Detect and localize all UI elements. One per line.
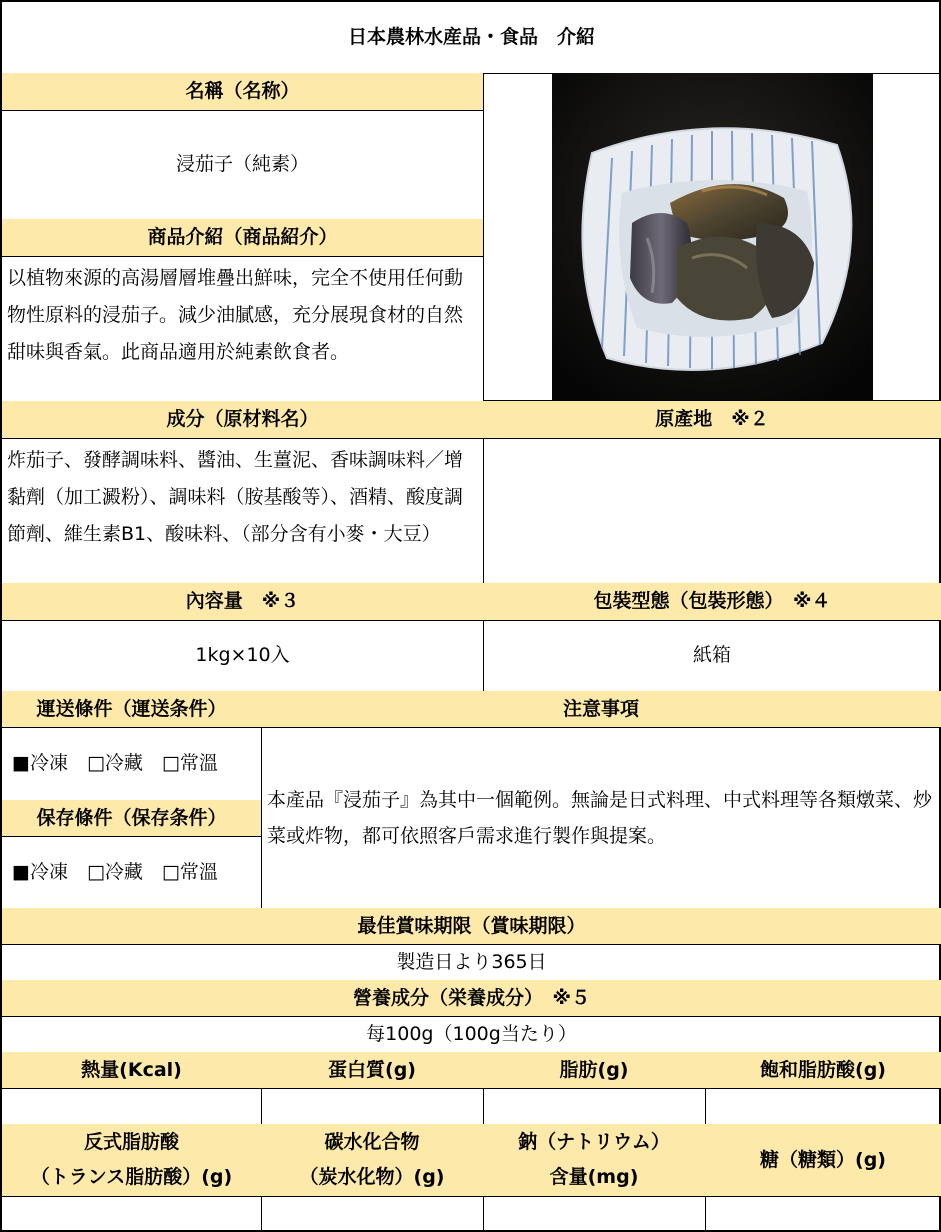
- nutrition-energy-value: [2, 1088, 262, 1125]
- nutrition-energy-header: 熱量(Kcal): [2, 1052, 262, 1089]
- nutrition-basis: 每100g（100g当たり）: [2, 1016, 941, 1053]
- carb-sublabel: （炭水化物）(g): [299, 1166, 445, 1188]
- nutrition-sugar-value: [705, 1196, 941, 1232]
- notes-text: 本產品『浸茄子』為其中一個範例。無論是日式料理、中式料理等各類燉菜、炒菜或炸物，都可依照客戶需求進行製作與提案。: [261, 727, 941, 909]
- ingredients-text: 炸茄子、發酵調味料、醬油、生薑泥、香味調味料／增黏劑（加工澱粉）、調味料（胺基酸等）、酒精、酸度調節劑、維生素B1、酸味料、（部分含有小麥・大豆）: [2, 438, 484, 584]
- trans-fat-sublabel: （トランス脂肪酸）(g): [30, 1166, 233, 1188]
- name-header: 名稱（名称）: [2, 73, 484, 111]
- content-value: 1kg×10入: [2, 620, 484, 692]
- carb-label: 碳水化合物: [324, 1131, 420, 1153]
- shipping-options: ■冷凍 □冷藏 □常溫: [2, 727, 262, 801]
- origin-header: 原產地 ※２: [483, 401, 941, 439]
- sheet-title: 日本農林水産品・食品 介紹: [2, 2, 941, 74]
- nutrition-carb-value: [261, 1196, 484, 1232]
- eggplant-dish-photo: [552, 73, 873, 400]
- trans-fat-label: 反式脂肪酸: [83, 1131, 179, 1153]
- nutrition-fat-value: [483, 1088, 706, 1125]
- shelf-life-value: 製造日より365日: [2, 944, 941, 981]
- nutrition-sodium-header: [483, 1124, 706, 1197]
- name-value: 浸茄子（純素）: [2, 110, 484, 220]
- intro-text: 以植物來源的高湯層層堆疊出鮮味，完全不使用任何動物性原料的浸茄子。減少油膩感，充分展現食材的自然甜味與香氣。此商品適用於純素飲食者。: [2, 256, 484, 402]
- nutrition-fat-header: 脂肪(g): [483, 1052, 706, 1089]
- nutrition-carb-header: [261, 1124, 484, 1197]
- shelf-life-header: 最佳賞味期限（賞味期限）: [2, 908, 941, 945]
- packaging-header: 包裝型態（包裝形態） ※４: [483, 583, 941, 621]
- packaging-value: 紙箱: [483, 620, 941, 692]
- intro-header: 商品介紹（商品紹介）: [2, 219, 484, 257]
- nutrition-saturated-fat-header: 飽和脂肪酸(g): [705, 1052, 941, 1089]
- nutrition-sodium-value: [483, 1196, 706, 1232]
- storage-options: ■冷凍 □冷藏 □常溫: [2, 836, 262, 909]
- origin-value: [483, 438, 941, 584]
- nutrition-trans-fat-header: [2, 1124, 262, 1197]
- shipping-header: 運送條件（運送条件）: [2, 691, 262, 728]
- eggplant-dish-icon: [552, 73, 873, 400]
- sodium-sublabel: 含量(mg): [549, 1166, 639, 1188]
- ingredients-header: 成分（原材料名）: [2, 401, 484, 439]
- storage-header: 保存條件（保存条件）: [2, 800, 262, 837]
- nutrition-sugar-header: 糖（糖類）(g): [705, 1124, 941, 1197]
- nutrition-protein-value: [261, 1088, 484, 1125]
- nutrition-trans-fat-value: [2, 1196, 262, 1232]
- content-header: 內容量 ※３: [2, 583, 484, 621]
- nutrition-saturated-fat-value: [705, 1088, 941, 1125]
- nutrition-protein-header: 蛋白質(g): [261, 1052, 484, 1089]
- notes-header: 注意事項: [261, 691, 941, 728]
- sodium-label: 鈉（ナトリウム）: [518, 1131, 670, 1153]
- product-photo-cell: [483, 73, 941, 401]
- nutrition-header: 營養成分（栄養成分） ※５: [2, 980, 941, 1017]
